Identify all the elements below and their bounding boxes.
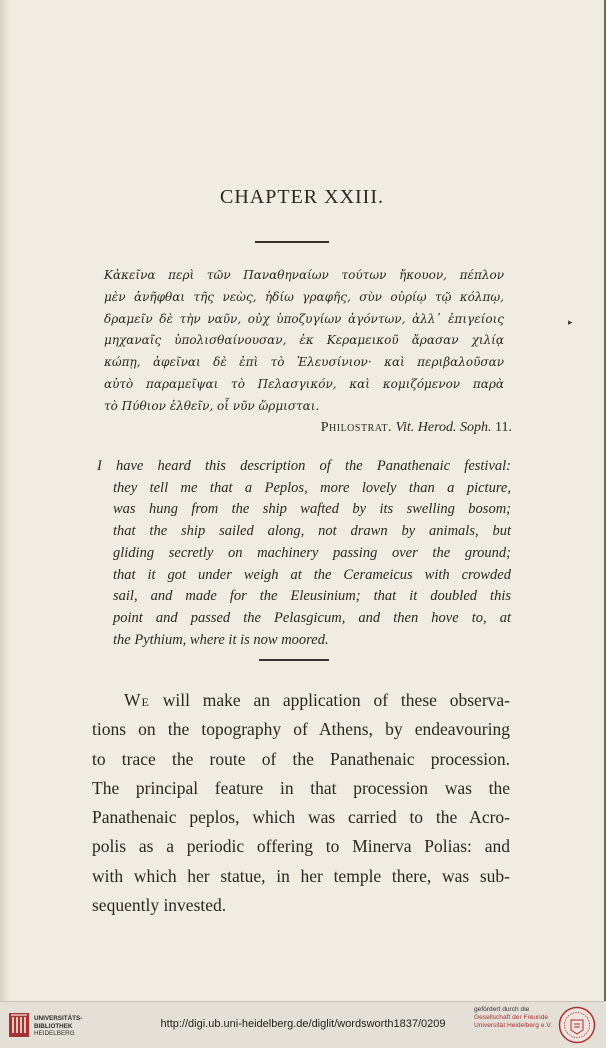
citation-author: Philostrat. bbox=[320, 420, 392, 435]
library-name[interactable]: UNIVERSITÄTS- BIBLIOTHEK HEIDELBERG bbox=[34, 1015, 83, 1037]
translation-line: that the ship sailed along, not drawn by animals, but bbox=[113, 523, 511, 540]
greek-quotation bbox=[104, 265, 504, 418]
body-line: with which her statue, in her temple there, was sub- bbox=[92, 865, 510, 886]
drop-word: We bbox=[124, 690, 150, 710]
greek-line: δραμεῖν δὲ τὴν ναῦν, οὐχ ὑποζυγίων ἀγόντων, ἀλλ᾽ ἐπιγείοις bbox=[104, 311, 504, 326]
greek-line: τὸ Πύθιον ἐλθεῖν, οἷ νῦν ὥρμισται. bbox=[104, 398, 320, 413]
translation-line: that it got under weigh at the Cerameicus with crowded bbox=[113, 566, 511, 583]
greek-line: Κἀκεῖνα περὶ τῶν Παναθηναίων τούτων ἤκουον, πέπλον bbox=[104, 268, 504, 282]
translation-line: the Pythium, where it is now moored. bbox=[113, 631, 329, 648]
greek-line: μηχαναῖς ὑπολισθαίνουσαν, ἐκ Κεραμεικοῦ ἄρασαν χιλίᾳ bbox=[104, 333, 504, 348]
translation-line: sail, and made for the Eleusinium; that it doubled this bbox=[113, 588, 511, 605]
margin-mark: ▸ bbox=[568, 318, 573, 328]
translation-line: gliding secretly on machinery passing over the ground; bbox=[113, 544, 511, 561]
body-line: polis as a periodic offering to Minerva Polias: and bbox=[92, 836, 510, 857]
body-line: Panathenaic peplos, which was carried to the Acro- bbox=[92, 807, 510, 828]
english-translation bbox=[97, 456, 511, 651]
permalink-url[interactable]: http://digi.ub.uni-heidelberg.de/diglit/wordsworth1837/0209 bbox=[160, 1018, 446, 1030]
greek-line: αὐτὸ παραμεῖψαι τὸ Πελασγικόν, καὶ κομιζόμενον παρὰ bbox=[104, 376, 504, 391]
body-line: sequently invested. bbox=[92, 895, 227, 916]
viewer-footer bbox=[0, 1001, 606, 1048]
section-rule bbox=[259, 659, 329, 661]
body-line: We will make an application of these observa- bbox=[124, 690, 510, 710]
body-line: The principal feature in that procession was the bbox=[92, 777, 510, 798]
translation-line: point and passed the Pelasgicum, and then hove to, at bbox=[113, 609, 511, 626]
sponsor-text[interactable]: gefördert durch die Gesellschaft der Freunde Universität Heidelberg e.V. bbox=[474, 1006, 552, 1029]
translation-line: I have heard this description of the Panathenaic festival: bbox=[97, 458, 511, 474]
body-line: tions on the topography of Athens, by endeavouring bbox=[92, 719, 510, 740]
society-seal-icon[interactable] bbox=[558, 1006, 596, 1044]
greek-line: μὲν ἀνῆφθαι τῆς νεὼς, ἡδίω γραφῆς, σὺν οὐρίῳ τῷ κόλπῳ, bbox=[104, 289, 504, 304]
citation-section: 11. bbox=[495, 420, 512, 435]
translation-line: they tell me that a Peplos, more lovely than a picture, bbox=[113, 479, 511, 496]
greek-line: κώπῃ, ἀφεῖναι δὲ ἐπὶ τὸ Ἐλευσίνιον· καὶ περιβαλοῦσαν bbox=[104, 355, 504, 370]
citation-work: Vit. Herod. Soph. bbox=[395, 420, 492, 435]
body-paragraph bbox=[92, 686, 510, 920]
heading-rule bbox=[255, 241, 329, 243]
chapter-heading: CHAPTER XXIII. bbox=[220, 186, 384, 208]
quotation-citation bbox=[321, 420, 512, 436]
body-line: to trace the route of the Panathenaic procession. bbox=[92, 748, 510, 769]
translation-line: was hung from the ship wafted by its swelling bosom; bbox=[113, 501, 511, 518]
page-gutter-shadow bbox=[0, 0, 10, 1001]
